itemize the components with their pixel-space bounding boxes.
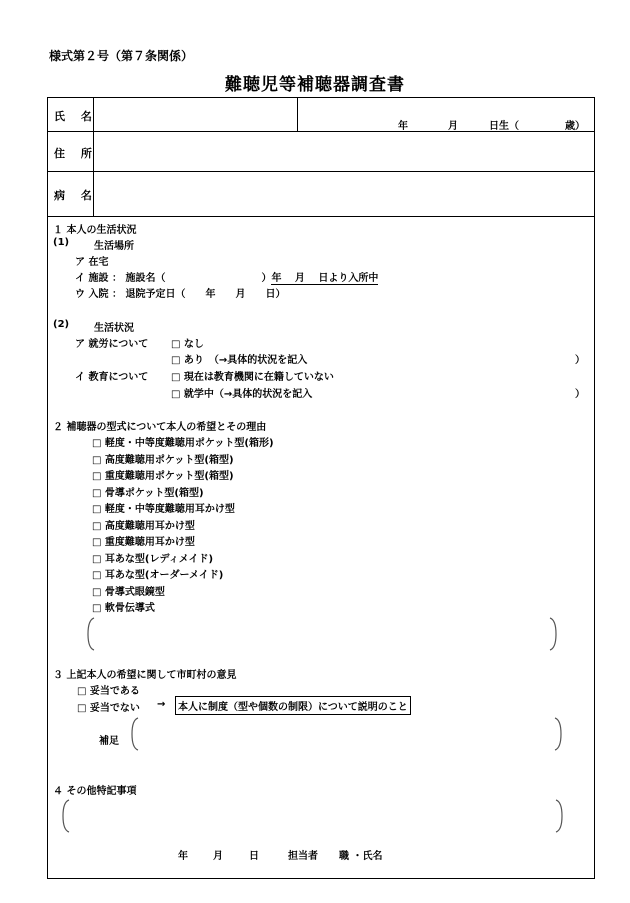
notes-field[interactable] bbox=[72, 800, 552, 832]
reason-field[interactable] bbox=[97, 618, 547, 650]
hearing-aid-option[interactable]: □ 軽度・中等度難聴用ポケット型(箱形) bbox=[92, 438, 274, 449]
divider bbox=[47, 216, 595, 217]
divider bbox=[47, 171, 595, 172]
supplement-label: 補足 bbox=[99, 736, 119, 747]
section1-heading: １ 本人の生活状況 bbox=[53, 225, 137, 236]
page-title: 難聴児等補聴器調査書 bbox=[225, 75, 405, 95]
facility-option bbox=[75, 269, 378, 284]
arrow-icon: → bbox=[157, 699, 166, 710]
education-label: イ 教育について bbox=[75, 372, 149, 383]
sub1-number: (1) bbox=[53, 237, 70, 248]
hearing-aid-option[interactable]: □ 重度難聴用耳かけ型 bbox=[92, 537, 195, 548]
title-name-label: 職 ・氏名 bbox=[339, 851, 383, 862]
not-enrolled-checkbox[interactable]: □ 現在は教育機関に在籍していない bbox=[171, 372, 334, 383]
person-in-charge-label: 担当者 bbox=[288, 851, 318, 862]
hearing-aid-option[interactable]: □ 耳あな型(レディメイド) bbox=[92, 554, 214, 565]
not-appropriate-checkbox[interactable]: □ 妥当でない bbox=[77, 703, 140, 714]
name-label: 氏 名 bbox=[54, 110, 98, 123]
birth-month: 月 bbox=[448, 121, 458, 132]
name-field[interactable] bbox=[95, 99, 295, 129]
admission-date: 年 月 日より入所中 bbox=[271, 273, 379, 284]
hospital-option: ウ 入院 ： 退院予定日（ 年 月 日） bbox=[75, 289, 286, 300]
reason-bracket-left bbox=[87, 617, 95, 651]
hearing-aid-option[interactable]: □ 骨導ポケット型(箱型) bbox=[92, 488, 204, 499]
notes-bracket-left bbox=[62, 799, 70, 833]
work-none-checkbox[interactable]: □ なし bbox=[171, 339, 204, 350]
hearing-aid-option[interactable]: □ 軟骨伝導式 bbox=[92, 603, 155, 614]
sub2-title: 生活状況 bbox=[94, 323, 134, 334]
hearing-aid-option[interactable]: □ 重度難聴用ポケット型(箱型) bbox=[92, 471, 234, 482]
footer-day: 日 bbox=[249, 851, 259, 862]
name-birth-divider bbox=[297, 97, 298, 131]
form-number: 様式第２号（第７条関係） bbox=[49, 49, 194, 63]
edu-close-paren: ） bbox=[575, 389, 585, 400]
home-option: ア 在宅 bbox=[75, 257, 109, 268]
supplement-bracket-right bbox=[554, 717, 562, 751]
disease-field[interactable] bbox=[95, 173, 593, 214]
appropriate-checkbox[interactable]: □ 妥当である bbox=[77, 686, 140, 697]
facility-label: イ 施設 ： 施設名（ bbox=[75, 273, 166, 284]
hearing-aid-option[interactable]: □ 軽度・中等度難聴用耳かけ型 bbox=[92, 504, 235, 515]
work-label: ア 就労について bbox=[75, 339, 149, 350]
hearing-aid-option[interactable]: □ 高度難聴用ポケット型(箱型) bbox=[92, 455, 234, 466]
supplement-field[interactable] bbox=[141, 718, 551, 750]
facility-close: ） bbox=[261, 273, 272, 284]
enrolled-checkbox[interactable]: □ 就学中（→具体的状況を記入 bbox=[171, 389, 313, 400]
notes-bracket-right bbox=[555, 799, 563, 833]
supplement-bracket-left bbox=[131, 717, 139, 751]
reason-bracket-right bbox=[549, 617, 557, 651]
birth-day: 日生（ bbox=[489, 121, 519, 132]
section4-heading: ４ その他特記事項 bbox=[53, 786, 137, 797]
footer-month: 月 bbox=[213, 851, 223, 862]
hearing-aid-option[interactable]: □ 高度難聴用耳かけ型 bbox=[92, 521, 195, 532]
address-field[interactable] bbox=[95, 133, 593, 169]
sub1-title: 生活場所 bbox=[94, 241, 134, 252]
age-unit: 歳） bbox=[565, 121, 585, 132]
address-label: 住 所 bbox=[54, 147, 98, 160]
hearing-aid-option[interactable]: □ 骨導式眼鏡型 bbox=[92, 587, 165, 598]
work-close-paren: ） bbox=[575, 355, 585, 366]
section3-heading: ３ 上記本人の希望に関して市町村の意見 bbox=[53, 670, 237, 681]
hearing-aid-option[interactable]: □ 耳あな型(オーダーメイド) bbox=[92, 570, 224, 581]
disease-label: 病 名 bbox=[54, 189, 98, 202]
footer-year: 年 bbox=[178, 851, 188, 862]
birth-year: 年 bbox=[398, 121, 408, 132]
work-yes-checkbox[interactable]: □ あり （→具体的状況を記入 bbox=[171, 355, 308, 366]
sub2-number: (2) bbox=[53, 319, 70, 330]
explanation-note: 本人に制度（型や個数の制限）について説明のこと bbox=[175, 696, 411, 715]
section2-heading: ２ 補聴器の型式について本人の希望とその理由 bbox=[53, 422, 267, 433]
